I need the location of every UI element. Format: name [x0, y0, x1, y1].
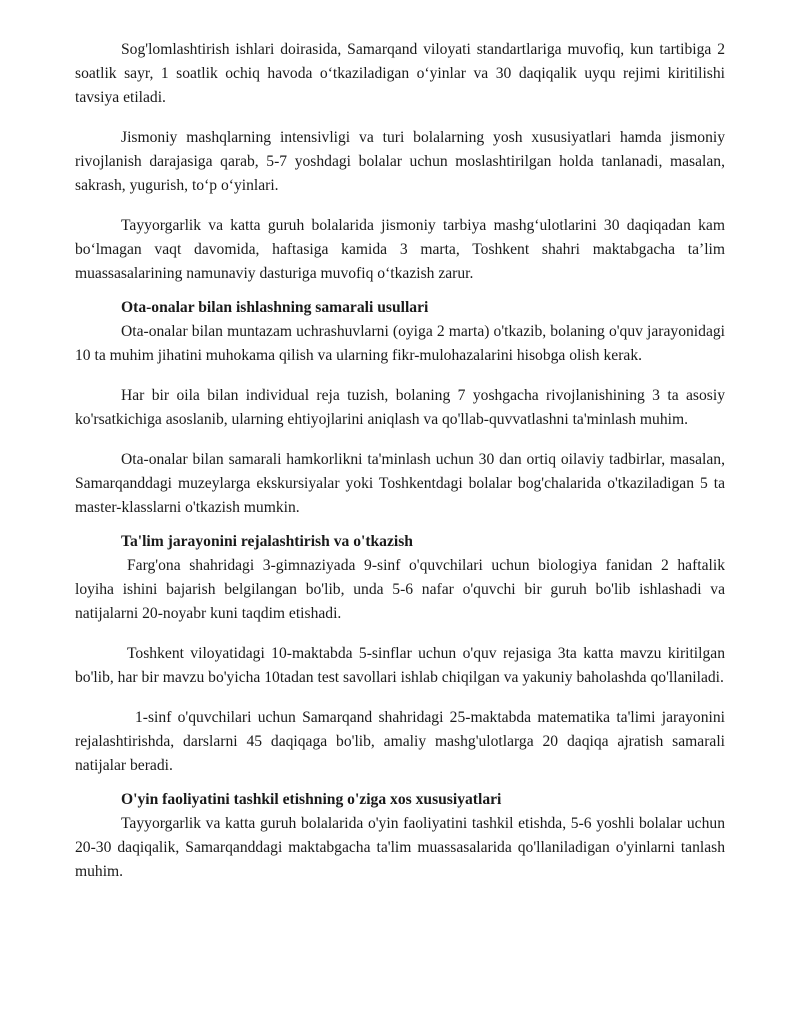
paragraph: Farg'ona shahridagi 3-gimnaziyada 9-sinf o'quvchilari uchun biologiya fanidan 2 haftalik loyiha ishini bajarish belgilangan bo'lib, unda 5-6 nafar o'quvchi bir guruh bo'lib ishlashadi va natijalarni 20-noyabr kuni taqdim etishadi. [75, 557, 725, 622]
paragraph: Tayyorgarlik va katta guruh bolalarida jismoniy tarbiya mashg‘ulotlarini 30 daqiqadan kam bo‘lmagan vaqt davomida, haftasiga kamida 3 marta, Toshkent shahri maktabgacha ta’lim muassasalarining namunaviy dasturiga muvofiq o‘tkazish zarur. [75, 217, 725, 282]
paragraph: Har bir oila bilan individual reja tuzish, bolaning 7 yoshgacha rivojlanishining 3 ta asosiy ko'rsatkichiga asoslanib, ularning ehtiyojlarini aniqlash va qo'llab-quvvatlashni ta'minlash muhim. [75, 387, 725, 428]
paragraph: Sog'lomlashtirish ishlari doirasida, Samarqand viloyati standartlariga muvofiq, kun tartibiga 2 soatlik sayr, 1 soatlik ochiq havoda o‘tkaziladigan o‘yinlar va 30 daqiqalik uyqu rejimi kiritilishi tavsiya etiladi. [75, 41, 725, 106]
section-heading: O'yin faoliyatini tashkil etishning o'ziga xos xususiyatlari [121, 791, 502, 808]
document-page [75, 38, 725, 900]
paragraph: Tayyorgarlik va katta guruh bolalarida o'yin faoliyatini tashkil etishda, 5-6 yoshli bolalar uchun 20-30 daqiqalik, Samarqanddagi maktabgacha ta'lim muassasalarida qo'llaniladigan o'yinlarni tanlash muhim. [75, 815, 725, 880]
paragraph: Ota-onalar bilan muntazam uchrashuvlarni (oyiga 2 marta) o'tkazib, bolaning o'quv jarayonidagi 10 ta muhim jihatini muhokama qilish va ularning fikr-mulohazalarini hisobga olish kerak. [75, 323, 725, 364]
paragraph: Ota-onalar bilan samarali hamkorlikni ta'minlash uchun 30 dan ortiq oilaviy tadbirlar, masalan, Samarqanddagi muzeylarga ekskursiyalar yoki Toshkentdagi bolalar bog'chalarida o'tkaziladigan 5 ta master-klasslarni o'tkazish mumkin. [75, 451, 725, 516]
paragraph: Jismoniy mashqlarning intensivligi va turi bolalarning yosh xususiyatlari hamda jismoniy rivojlanish darajasiga qarab, 5-7 yoshdagi bolalar uchun moslashtirilgan holda tanlanadi, masalan, sakrash, yugurish, to‘p o‘yinlari. [75, 129, 725, 194]
paragraph: Toshkent viloyatidagi 10-maktabda 5-sinflar uchun o'quv rejasiga 3ta katta mavzu kiritilgan bo'lib, har bir mavzu bo'yicha 10tadan test savollari ishlab chiqilgan va yakuniy baholashda qo'llaniladi. [75, 645, 725, 686]
paragraph: 1-sinf o'quvchilari uchun Samarqand shahridagi 25-maktabda matematika ta'limi jarayonini rejalashtirishda, darslarni 45 daqiqaga bo'lib, amaliy mashg'ulotlarga 20 daqiqa ajratish samarali natijalar beradi. [75, 709, 725, 774]
section-heading: Ta'lim jarayonini rejalashtirish va o'tkazish [121, 533, 413, 550]
section-heading: Ota-onalar bilan ishlashning samarali usullari [121, 299, 429, 316]
